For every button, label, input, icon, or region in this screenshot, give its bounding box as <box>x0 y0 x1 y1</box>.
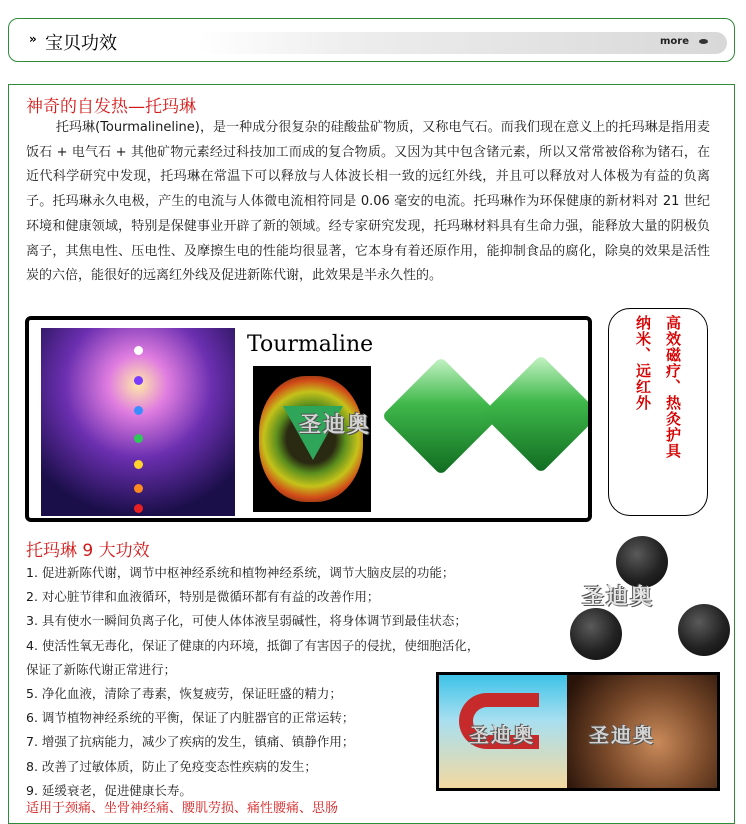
product-feature-badge <box>608 308 708 516</box>
list-item: 4. 使活性氧无毒化，保证了健康的内环境，抵御了有害因子的侵扰，使细胞活化， <box>26 637 480 653</box>
tourmaline-label: Tourmaline <box>247 332 374 357</box>
list-item: 6. 调节植物神经系统的平衡，保证了内脏器官的正常运转； <box>26 710 355 726</box>
watermark: 圣迪奥 <box>299 413 372 438</box>
more-link[interactable]: more <box>660 36 690 47</box>
header-gradient-bar <box>197 32 727 54</box>
intro-paragraph <box>26 116 710 289</box>
badge-text-col1: 高效磁疗、热灸护具 <box>664 315 682 459</box>
more-arrow-icon[interactable] <box>699 39 708 44</box>
magnetic-therapy-image <box>436 672 720 791</box>
watermark: 圣迪奥 <box>589 723 655 747</box>
green-crystal-image-2 <box>482 355 592 474</box>
badge-text-col2: 纳米、远红外 <box>634 315 652 411</box>
header-title: 宝贝功效 <box>45 33 117 54</box>
list-item: 3. 具有使水一瞬间负离子化，可使人体体液呈弱碱性，将身体调节到最佳状态； <box>26 613 467 629</box>
section-title-benefits: 托玛琳 9 大功效 <box>26 541 150 561</box>
tourmaline-image-collage <box>25 316 592 522</box>
tourmaline-stone-image <box>253 366 371 512</box>
intro-text: 托玛琳(Tourmalineline)，是一种成分很复杂的硅酸盐矿物质，又称电气石。而我们现在意义上的托玛琳是指用麦饭石 + 电气石 + 其他矿物元素经过科技加工而成的复合物质。又因为其中包含锗元素，所以又常常被俗称为锗石，在近代科学研究中发现，托玛琳在常温下可以释放与人体波长相一致的远红外线，并且可以释放对人体极为有益的负离子。托玛琳永久电极，产生的电流与人体微电流相符同是 0.06 毫安的电流。托玛琳作为环保健康的新材料对 21 世纪环境和健康领域，特别是保健事业开辟了新的领域。经专家研究发现，托玛琳材料具有生命力强，能释放大量的阴极负离子，其焦电性、压电性、及摩擦生电的性能均很显著，它本身有着还原作用，能抑制食品的腐化，除臭的效果是活性炭的六倍，能很好的远离红外线及促进新陈代谢，此效果是半永久性的。 <box>26 120 710 284</box>
list-item: 保证了新陈代谢正常进行； <box>26 661 177 677</box>
watermark: 圣迪奥 <box>582 585 655 610</box>
list-item: 8. 改善了过敏体质，防止了免疫变态性疾病的发生； <box>26 758 317 774</box>
section-title-tourmaline: 神奇的自发热—托玛琳 <box>26 97 196 117</box>
chakra-figure-image <box>41 328 235 516</box>
section-header <box>8 18 735 62</box>
watermark: 圣迪奥 <box>469 723 535 747</box>
double-chevron-icon: » <box>29 32 37 46</box>
tourmaline-stones-image <box>568 536 732 670</box>
list-item: 9. 延缓衰老，促进健康长寿。 <box>26 782 192 798</box>
list-item: 1. 促进新陈代谢，调节中枢神经系统和植物神经系统，调节大脑皮层的功能； <box>26 565 455 580</box>
list-item: 7. 增强了抗病能力，减少了疾病的发生，镇痛、镇静作用； <box>26 734 355 750</box>
list-item: 2. 对心脏节律和血液循环，特别是微循环都有有益的改善作用； <box>26 589 380 605</box>
cut-off-text: 适用于颈痛、坐骨神经痛、腰肌劳损、痛性腰痛、思肠 <box>26 801 339 816</box>
green-crystal-image-1 <box>382 357 501 476</box>
list-item: 5. 净化血液，清除了毒素，恢复疲劳，保证旺盛的精力； <box>26 686 342 702</box>
